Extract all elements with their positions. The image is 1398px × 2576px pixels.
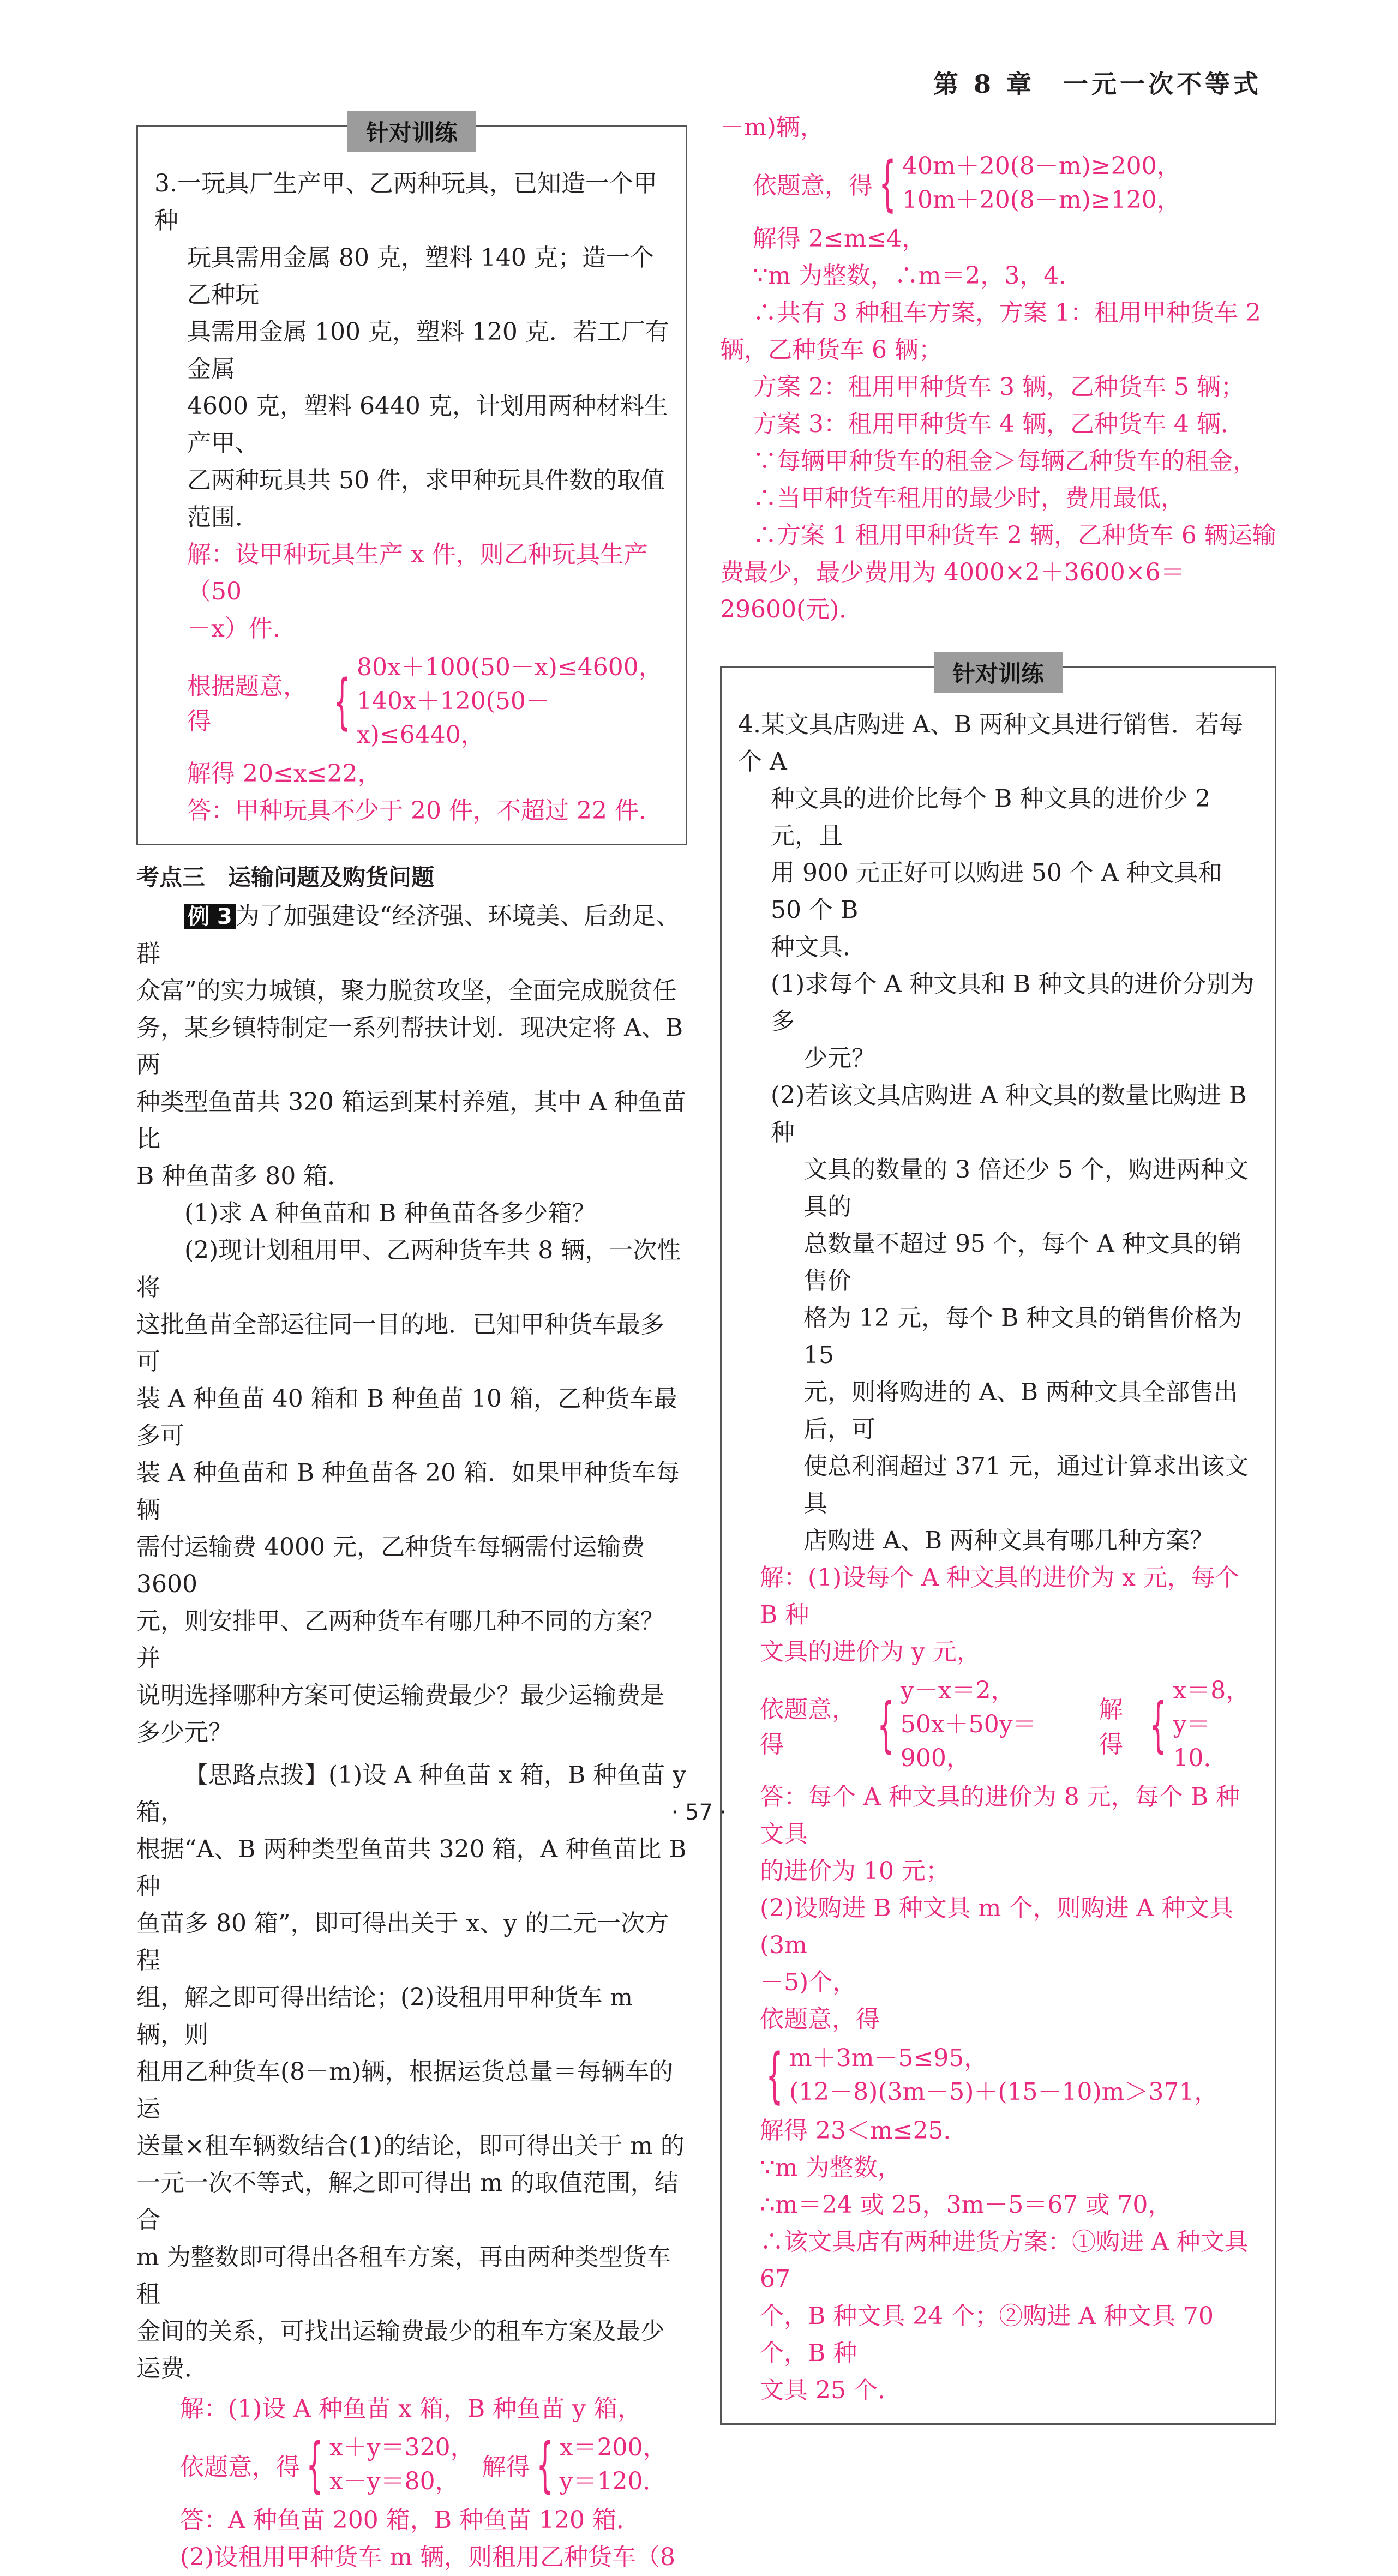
hint-line: 根据“A、B 两种类型鱼苗共 320 箱，A 种鱼苗比 B 种 [136,1835,687,1900]
q4-part-2: 店购进 A、B 两种文具有哪几种方案？ [803,1527,1214,1554]
system-line: 140x＋120(50－x)≤6440， [356,687,550,749]
ex3-hint [136,1757,687,2387]
ex3-q2-line: 装 A 种鱼苗 40 箱和 B 种鱼苗 10 箱，乙种货车最多可 [136,1385,677,1450]
hint-line: 一元一次不等式，解之即可得出 m 的取值范围，结合 [136,2169,679,2234]
system-line: y＝120． [559,2467,667,2495]
page-number: · 57 · [671,1800,727,1825]
left-brace-icon: { [879,148,896,218]
hint-line: 【思路点拨】(1)设 A 种鱼苗 x 箱，B 种鱼苗 y 箱， [136,1761,687,1826]
left-brace-icon: { [333,666,351,736]
system-line: 80x＋100(50－x)≤4600， [356,653,663,681]
ex3-sol-line: (2)设租用甲种货车 m 辆，则租用乙种货车（8 [180,2543,676,2571]
system-line: (12－8)(3m－5)＋(15－10)m＞371， [789,2078,1219,2106]
exercise-box-4 [720,660,1276,2425]
ex3-q2-line: 元，则安排甲、乙两种货车有哪几种不同的方案？并 [136,1607,664,1672]
example-badge: 例 3 [184,904,236,929]
solve-word: 解得 [1099,1696,1123,1758]
q4-sol-line: 文具 25 个． [760,2376,902,2404]
left-brace-icon: { [877,1690,895,1760]
q4-sol-line: ∴该文具店有两种进货方案：①购进 A 种文具 67 [760,2228,1249,2293]
ex3-result: ∴方案 1 租用甲种货车 2 辆，乙种货车 6 辆运输 [753,521,1276,549]
q4-sol-line: ∴m＝24 或 25，3m－5＝67 或 70， [760,2191,1172,2219]
q4-sol-line: (2)设购进 B 种文具 m 个，则购进 A 种文具(3m [760,1894,1234,1959]
ex3-solution-continued [720,109,1276,628]
ex3-answer-1: 答：A 种鱼苗 200 箱，B 种鱼苗 120 箱． [180,2506,640,2534]
ex3-result: 辆，乙种货车 6 辆； [720,336,943,364]
q4-line: 4.某文具店购进 A、B 两种文具进行销售．若每个 A [738,711,1244,776]
q4-sol-line: 依题意，得 [760,2005,880,2033]
system-line: 50x＋50y＝900， [900,1710,1037,1772]
exercise-box-3 [136,119,687,845]
ex3-q2-line: 说明选择哪种方案可使运输费最少？最少运输费是 [136,1682,664,1709]
section-heading: 考点三 运输问题及购货问题 [136,864,435,891]
example-3 [136,898,687,2576]
left-brace-icon: { [1149,1690,1167,1760]
q3-solution [154,536,669,830]
q4-sol-line: 答：每个 A 种文具的进价为 8 元，每个 B 种文具 [760,1783,1240,1848]
system-line: m＋3m－5≤95， [789,2044,988,2072]
q3-line: 具需用金属 100 克，塑料 120 克．若工厂有金属 [187,318,669,383]
hint-line: m 为整数即可得出各租车方案，再由两种类型货车租 [136,2243,671,2308]
system-line: 40m＋20(8－m)≥200， [902,152,1181,180]
ex3-inequality-system [720,149,1276,217]
q4-solution [738,1559,1258,2409]
q4-part-1: (1)求每个 A 种文具和 B 种文具的进价分别为多 [771,970,1255,1035]
q4-part-2: 文具的数量的 3 倍还少 5 个，购进两种文具的 [803,1156,1249,1221]
ex3-sol-line: －m)辆， [720,113,824,141]
ex3-line: B 种鱼苗多 80 箱． [136,1162,352,1190]
q3-line: 玩具需用金属 80 克，塑料 140 克；造一个乙种玩 [187,244,654,309]
ex3-question-1: (1)求 A 种鱼苗和 B 种鱼苗各多少箱？ [184,1199,596,1227]
ex3-result: 费最少，最少费用为 4000×2＋3600×6＝29600(元)． [720,559,1185,623]
ex3-equation-system [180,2431,687,2499]
left-column [136,119,687,2576]
ex3-result: ∵每辆甲种货车的租金＞每辆乙种货车的租金， [753,447,1257,475]
q4-part-2: 使总利润超过 371 元，通过计算求出该文具 [803,1452,1249,1517]
question-4-stem [738,706,1258,1559]
hint-line: 送量×租车辆数结合(1)的结论，即可得出关于 m 的 [136,2132,685,2160]
q4-part-2: 元，则将购进的 A、B 两种文具全部售出后，可 [803,1378,1238,1443]
ex3-q2-line: (2)现计划租用甲、乙两种货车共 8 辆，一次性将 [136,1236,681,1301]
ex3-line: 众富”的实力城镇，聚力脱贫攻坚，全面完成脱贫任 [136,977,677,1005]
q4-sol-line: ∵m 为整数， [760,2154,902,2182]
q4-part-2: 格为 12 元，每个 B 种文具的销售价格为 15 [803,1304,1243,1369]
system-line: y－x＝2， [900,1677,1015,1704]
exercise-tag: 针对训练 [347,111,476,152]
q3-sol-line: 解：设甲种玩具生产 x 件，则乙种玩具生产（50 [187,541,648,605]
ex3-result: 解得 2≤m≤4， [753,225,926,253]
q3-result: 解得 20≤x≤22， [187,760,382,788]
hint-line: 运费． [136,2355,208,2382]
q4-line: 种文具的进价比每个 B 种文具的进价少 2 元，且 [771,785,1211,850]
system-prefix: 依题意，得 [753,172,873,200]
q4-part-1: 少元？ [803,1044,875,1072]
hint-line: 组，解之即可得出结论；(2)设租用甲种货车 m 辆，则 [136,1984,633,2049]
q4-equation-system [760,1674,1258,1775]
q3-line: 3.一玩具厂生产甲、乙两种玩具，已知造一个甲种 [154,170,657,235]
ex3-line: 为了加强建设“经济强、环境美、后劲足、群 [136,902,680,968]
q3-sol-line: －x）件． [187,615,297,643]
q4-sol-line: 解：(1)设每个 A 种文具的进价为 x 元，每个 B 种 [760,1564,1239,1629]
hint-line: 租用乙种货车(8－m)辆，根据运货总量＝每辆车的运 [136,2058,674,2123]
exercise-tag: 针对训练 [934,652,1063,693]
ex3-q2-line: 多少元？ [136,1719,232,1746]
ex3-line: 务，某乡镇特制定一系列帮扶计划．现决定将 A、B 两 [136,1014,683,1079]
ex3-result: ∴共有 3 种租车方案，方案 1：租用甲种货车 2 [753,299,1261,327]
system-prefix: 根据题意，得 [187,672,307,735]
q3-line: 乙两种玩具共 50 件，求甲种玩具件数的取值 [187,466,665,494]
ex3-q2-line: 装 A 种鱼苗和 B 种鱼苗各 20 箱．如果甲种货车每辆 [136,1459,680,1524]
q3-inequality-system [187,651,669,752]
q4-line: 用 900 元正好可以购进 50 个 A 种文具和 50 个 B [771,859,1222,924]
hint-line: 金间的关系，可找出运输费最少的租车方案及最少 [136,2317,664,2345]
q4-part-2: (2)若该文具店购进 A 种文具的数量比购进 B 种 [771,1082,1247,1146]
q4-inequality-system [760,2041,1258,2109]
ex3-q2-line: 这批鱼苗全部运往同一目的地．已知甲种货车最多可 [136,1311,664,1376]
q4-sol-line: 的进价为 10 元； [760,1857,950,1885]
q3-answer: 答：甲种玩具不少于 20 件，不超过 22 件． [187,797,663,825]
system-line: x＝200， [559,2434,667,2461]
solve-word: 解得 [482,2453,530,2481]
left-brace-icon: { [766,2040,783,2110]
left-brace-icon: { [536,2430,554,2500]
q4-sol-line: －5)个， [760,1968,857,1996]
right-column [720,109,1276,2425]
q4-part-2: 总数量不超过 95 个，每个 A 种文具的销售价 [803,1230,1242,1295]
ex3-result: ∴当甲种货车租用的最少时，费用最低， [753,484,1185,512]
q3-line: 范围． [187,503,259,531]
ex3-result: 方案 3：租用甲种货车 4 辆，乙种货车 4 辆． [753,410,1245,438]
left-brace-icon: { [306,2430,323,2500]
ex3-result: 方案 2：租用甲种货车 3 辆，乙种货车 5 辆； [753,373,1245,401]
ex3-sol-line: 解：(1)设 A 种鱼苗 x 箱，B 种鱼苗 y 箱， [180,2395,642,2423]
question-3-stem [154,165,669,536]
system-prefix: 依题意，得 [760,1696,856,1758]
ex3-solution [136,2391,687,2576]
q4-line: 种文具． [771,933,867,961]
system-line: x＝8， [1173,1677,1250,1704]
ex3-line: 种类型鱼苗共 320 箱运到某村养殖，其中 A 种鱼苗比 [136,1088,686,1153]
q4-sol-line: 解得 23＜m≤25． [760,2117,968,2145]
system-line: x＋y＝320， [329,2434,475,2461]
system-line: y＝10． [1173,1710,1228,1772]
ex3-q2-line: 需付运输费 4000 元，乙种货车每辆需付运输费 3600 [136,1533,645,1598]
system-line: 10m＋20(8－m)≥120， [902,186,1181,214]
q3-line: 4600 克，塑料 6440 克，计划用两种材料生产甲、 [187,392,668,457]
q4-sol-line: 个，B 种文具 24 个；②购进 A 种文具 70 个，B 种 [760,2302,1214,2367]
chapter-header: 第 8 章 一元一次不等式 [933,69,1262,99]
hint-line: 鱼苗多 80 箱”，即可得出关于 x、y 的二元一次方程 [136,1910,669,1974]
ex3-result: ∵m 为整数，∴m＝2，3，4． [753,262,1083,290]
q4-sol-line: 文具的进价为 y 元， [760,1638,981,1666]
system-prefix: 依题意，得 [180,2453,300,2481]
system-line: x－y＝80， [329,2467,459,2495]
